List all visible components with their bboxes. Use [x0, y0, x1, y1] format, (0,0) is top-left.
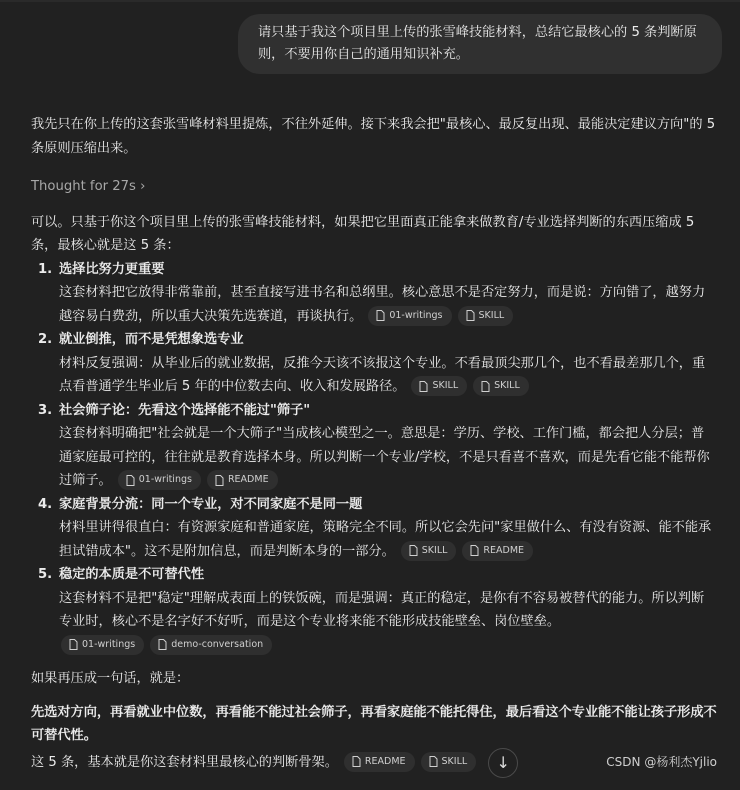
source-chip[interactable] [150, 635, 272, 655]
source-chip-label: README [483, 544, 525, 556]
source-chip-label: README [227, 474, 269, 485]
item-number: 4. [38, 496, 53, 512]
principles-list [31, 258, 717, 658]
thought-toggle[interactable] [31, 175, 717, 199]
principle-item [31, 258, 717, 329]
thought-label: Thought for 27s [31, 179, 136, 194]
item-title: 就业倒推，而不是凭想象选专业 [59, 332, 244, 347]
source-chip[interactable] [344, 752, 415, 772]
principle-item [31, 399, 717, 493]
file-icon [352, 756, 361, 767]
watermark: CSDN @杨利杰Yjlio [606, 754, 717, 769]
source-chip-label: 01-writings [138, 474, 192, 485]
item-number: 5. [38, 567, 53, 582]
chevron-right-icon: › [140, 179, 146, 194]
item-title: 选择比努力更重要 [59, 261, 165, 277]
item-title: 家庭背景分流：同一个专业，对不同家庭不是同一题 [59, 496, 363, 512]
user-message: 请只基于我这个项目里上传的张雪峰技能材料，总结它最核心的 5 条判断原则，不要用你自己的通用知识补充。 [258, 25, 697, 62]
item-body: 这套材料明确把"社会就是一个大筛子"当成核心模型之一。意思是：学历、学校、工作门槛，都会把人分层；普通家庭最可控的，往往就是教育选择本身。所以判断一个专业/学校，不是只看喜不喜欢，而是先看它能不能帮你过筛子。 [59, 426, 710, 488]
closing-label: 这 5 条，基本就是你这套材料里最核心的判断骨架。 [31, 754, 338, 770]
summary-text: 先选对方向，再看就业中位数，再看能不能过社会筛子，再看家庭能不能托得住，最后看这个专业能不能让孩子形成不可替代性。 [31, 704, 717, 743]
source-chip-label: 01-writings [82, 638, 136, 650]
source-chip-label: SKILL [441, 755, 468, 767]
source-chip[interactable] [118, 470, 201, 490]
source-chip-label: 01-writings [389, 309, 443, 321]
summary-lead: 如果再压成一句话，就是： [31, 671, 190, 686]
principle-item [31, 563, 717, 657]
file-icon [158, 639, 167, 650]
file-icon [481, 381, 490, 392]
source-chip[interactable] [458, 306, 514, 326]
item-body: 材料里讲得很直白：有资源家庭和普通家庭，策略完全不同。所以它会先问"家里做什么、有没有资源、能不能承担试错成本"。这不是附加信息，而是判断本身的一部分。 [59, 520, 712, 559]
file-icon [376, 310, 385, 321]
item-body: 这套材料不是把"稳定"理解成表面上的铁饭碗，而是强调：真正的稳定，是你有不容易被替代的能力。所以判断专业时，核心不是名字好不好听，而是这个专业将来能不能形成技能壁垒、岗位壁垒。 [59, 590, 705, 629]
source-chip[interactable] [401, 541, 457, 561]
file-icon [409, 545, 418, 556]
source-chip[interactable] [462, 541, 533, 561]
principle-item [31, 493, 717, 564]
source-chip[interactable] [368, 306, 451, 326]
item-number: 3. [38, 402, 53, 418]
file-icon [126, 475, 135, 486]
source-chip[interactable] [61, 635, 144, 655]
file-icon [470, 545, 479, 556]
file-icon [215, 475, 224, 486]
source-chip[interactable] [421, 752, 477, 772]
source-chip[interactable] [207, 470, 278, 490]
file-icon [69, 639, 78, 650]
item-number: 2. [38, 332, 53, 347]
principle-item [31, 328, 717, 399]
source-chip-label: demo-conversation [171, 638, 264, 650]
source-chip-label: SKILL [478, 309, 505, 321]
source-chip-label: README [364, 755, 406, 767]
source-chip-label: SKILL [494, 380, 520, 391]
source-chip[interactable] [473, 376, 529, 396]
item-body: 这套材料把它放得非常靠前，甚至直接写进书名和总纲里。核心意思不是否定努力，而是说：方向错了，越努力越容易白费劲，所以重大决策先选赛道，再谈执行。 [59, 285, 706, 324]
item-title: 稳定的本质是不可替代性 [59, 567, 205, 582]
lead-text: 可以。只基于你这个项目里上传的张雪峰技能材料，如果把它里面真正能拿来做教育/专业选择判断的东西压缩成 5 条，最核心就是这 5 条： [31, 214, 695, 253]
intro-text: 我先只在你上传的这套张雪峰材料里提炼，不往外延伸。接下来我会把"最核心、最反复出现、最能决定建议方向"的 5 条原则压缩出来。 [31, 117, 716, 156]
file-icon [419, 381, 428, 392]
scroll-down-button[interactable] [488, 748, 518, 778]
item-title: 社会筛子论：先看这个选择能不能过"筛子" [59, 402, 311, 418]
assistant-response [31, 0, 717, 786]
source-chip[interactable] [411, 376, 467, 396]
closing-text [31, 751, 476, 775]
file-icon [466, 310, 475, 321]
source-chip-label: SKILL [432, 380, 459, 391]
file-icon [429, 756, 438, 767]
item-number: 1. [38, 261, 53, 277]
closing-row [31, 748, 717, 778]
item-body: 材料反复强调：从毕业后的就业数据，反推今天该不该报这个专业。不看最顶尖那几个，也不看最差那几个，重点看普通学生毕业后 5 年的中位数去向、收入和发展路径。 [59, 355, 706, 394]
source-chip-label: SKILL [421, 544, 448, 556]
arrow-down-icon: ↓ [496, 752, 510, 772]
